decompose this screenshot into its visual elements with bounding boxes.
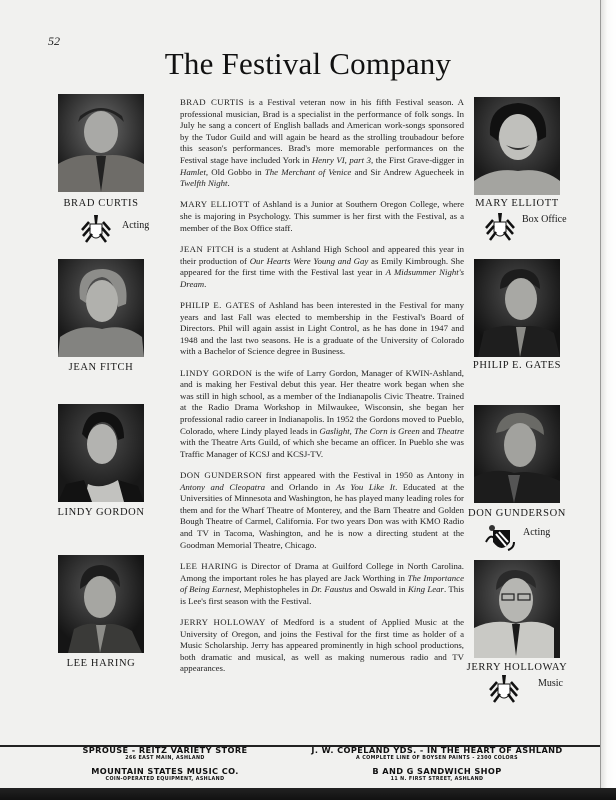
bio-member-name: JEAN FITCH	[180, 243, 235, 254]
member-name: DON GUNDERSON	[468, 508, 566, 519]
portrait-brad-curtis	[58, 94, 144, 192]
bio-text: .	[204, 278, 207, 289]
portrait-philip-gates	[474, 259, 560, 357]
bio-member-name: JERRY HOLLOWAY	[180, 616, 266, 627]
bio-text: . This is Lee's first season with the Festival.	[180, 584, 464, 606]
crest-icon	[488, 672, 520, 706]
biography-paragraph	[180, 244, 464, 290]
bio-text: of Ashland is a Junior at Southern Oregon College, where she is majoring in Psychology. This summer is her first with the Festival, as a member of the Box Office staff.	[180, 199, 464, 233]
play-title: Theatre	[436, 425, 464, 436]
biography-paragraph	[180, 617, 464, 675]
play-title: As You Like It	[335, 481, 396, 492]
play-title: Antony and Cleopatra	[180, 481, 266, 492]
play-title: Our Hearts Were Young and Gay	[249, 255, 369, 266]
bio-text: first appeared with the Festival in 1950 as Antony in	[262, 470, 464, 481]
biography-paragraph	[180, 368, 464, 461]
play-title: The Merchant of Venice	[264, 166, 352, 177]
member-name: JEAN FITCH	[68, 362, 134, 373]
portrait-lindy-gordon	[58, 404, 144, 502]
page-bottom-edge	[0, 788, 616, 800]
biography-paragraph	[180, 561, 464, 607]
play-title: Gaslight	[319, 425, 350, 436]
bio-text: and Sir Andrew Aguecheek in	[351, 166, 464, 177]
bio-text: , Old Gobbo in	[205, 166, 265, 177]
play-title: Dr. Faustus	[311, 584, 353, 595]
portrait-lee-haring	[58, 555, 144, 653]
page-number: 52	[48, 34, 60, 48]
biography-paragraph	[180, 97, 464, 190]
bio-member-name: PHILIP E. GATES	[180, 299, 255, 310]
bio-text: .	[227, 178, 230, 189]
member-name: PHILIP E. GATES	[472, 360, 562, 371]
ad-sprouse-reitz	[60, 745, 270, 761]
member-name: MARY ELLIOTT	[475, 198, 559, 209]
crest-icon	[484, 210, 516, 244]
bio-text: . Educated at the Universities of Minnesota and Washington, he has played many leading roles for them and for the Wharf Theatre of Monterey, and the Barn Theatre and Golden Bough Theatre of Carmel, California. For two years Don was with KMO Radio and TV in Tacoma, Washington, and he is now a directing student at the Goodman Memorial Theatre, Chicago.	[180, 481, 464, 550]
bio-member-name: LEE HARING	[180, 560, 238, 571]
ad-name: B AND G SANDWICH SHOP	[372, 766, 502, 776]
play-title: King Lear	[407, 584, 444, 595]
bio-text: with the Theatre Arts Guild, of which she became an officer. In Pueblo she was Traffic Manager of KCSJ and KCSJ-TV.	[180, 437, 464, 459]
bio-text: ,	[349, 425, 355, 436]
biography-paragraph	[180, 300, 464, 358]
ad-detail: A COMPLETE LINE OF BOYSEN PAINTS - 2300 COLORS	[356, 756, 518, 761]
play-title: A Midsummer Night's Dream	[180, 267, 464, 289]
bio-text: is Director of Drama at Guilford College in North Carolina. Among the important roles he has played are Jack Worthing in	[180, 560, 465, 583]
ad-b-and-g	[292, 766, 582, 782]
portrait-jean-fitch	[58, 259, 144, 357]
play-title: Hamlet	[180, 166, 206, 177]
ad-detail: 266 EAST MAIN, ASHLAND	[125, 756, 205, 761]
member-role: Music	[538, 678, 563, 689]
ad-detail: 11 N. FIRST STREET, ASHLAND	[390, 777, 484, 782]
ad-name: SPROUSE - REITZ VARIETY STORE	[82, 745, 248, 755]
bio-member-name: BRAD CURTIS	[180, 97, 245, 107]
member-name: LEE HARING	[66, 658, 136, 669]
shield-crest-icon	[484, 522, 516, 556]
ad-name: MOUNTAIN STATES MUSIC CO.	[91, 766, 239, 776]
biography-paragraph	[180, 199, 464, 234]
portrait-don-gunderson	[474, 405, 560, 503]
play-title: Henry VI, part 3	[311, 154, 371, 165]
bio-text: is a Festival veteran now in his fifth Festival season. A professional musician, Brad is a specialist in the performance of folk songs. In July he sang a concert of English ballads and American work-songs sponsored by the Tudor Guild and will again be heard as the strolling troubadour before this season's performances. Brad's more memorable performances on the Festival stage have included York in	[180, 97, 464, 165]
member-role: Acting	[122, 220, 150, 231]
play-title: The Corn is Green	[354, 425, 420, 436]
bio-text: of Medford is a student of Applied Music at the University of Oregon, and joins the Festival for the first time as holder of a Music Scholarship. Jerry has appeared prominently in high school productions, both dramatic and musical, as well as making numerous radio and TV appearances.	[180, 616, 465, 674]
play-title: The Importance of Being Earnest	[180, 572, 464, 595]
member-name: BRAD CURTIS	[63, 198, 139, 209]
play-title: Twelfth Night	[180, 178, 228, 189]
bio-text: and	[419, 425, 437, 436]
page-title: The Festival Company	[164, 46, 452, 81]
bio-text: is a student at Ashland High School and appeared this year in their production of	[180, 243, 465, 266]
bio-text: of Ashland has been interested in the Festival for many years and last Fall was elected to membership in the Festival's Board of Directors. Phil will again assist in Light Control, as he has done in 1947 and 1948 and the last two seasons. He is a graduate of the University of Colorado with a Bachelor of Science degree in Business.	[180, 299, 464, 357]
bio-text: and Oswald in	[352, 584, 408, 595]
ad-name: J. W. COPELAND YDS. - IN THE HEART OF ASHLAND	[311, 745, 563, 755]
ad-detail: COIN-OPERATED EQUIPMENT, ASHLAND	[105, 777, 225, 782]
bio-member-name: LINDY GORDON	[180, 367, 253, 378]
crest-icon	[80, 212, 112, 246]
portrait-mary-elliott	[474, 97, 560, 195]
member-role: Box Office	[522, 214, 567, 225]
biography-paragraph	[180, 470, 464, 551]
member-name: JERRY HOLLOWAY	[466, 662, 568, 673]
ad-copeland	[292, 745, 582, 761]
bio-text: as Emily Kimbrough. She appeared for the first time with the Festival last year in	[180, 255, 464, 278]
page-edge	[600, 0, 616, 800]
bio-text: is the wife of Larry Gordon, Manager of KWIN-Ashland, and is making her Festival debut this year. Her theatre work began when she was still in high school, as a member of the Indianapolis Civic Theatre. Trained at the Radio Drama Workshop in Milwaukee, Wisconsin, she began her professional radio career in Indianapolis. In 1952 the Gordons moved to Pueblo, Colorado, where Lindy played leads in	[180, 367, 464, 436]
bio-text: and Orlando in	[265, 481, 336, 492]
ad-mountain-states	[60, 766, 270, 782]
bio-text: , the First Grave-digger in	[371, 154, 464, 165]
bio-member-name: DON GUNDERSON	[180, 470, 263, 481]
bio-member-name: MARY ELLIOTT	[180, 199, 250, 210]
portrait-jerry-holloway	[474, 560, 560, 658]
bio-text: , Mephistopheles in	[239, 584, 312, 595]
member-name: LINDY GORDON	[57, 507, 145, 518]
member-role: Acting	[523, 527, 551, 538]
biography-column	[180, 97, 464, 685]
